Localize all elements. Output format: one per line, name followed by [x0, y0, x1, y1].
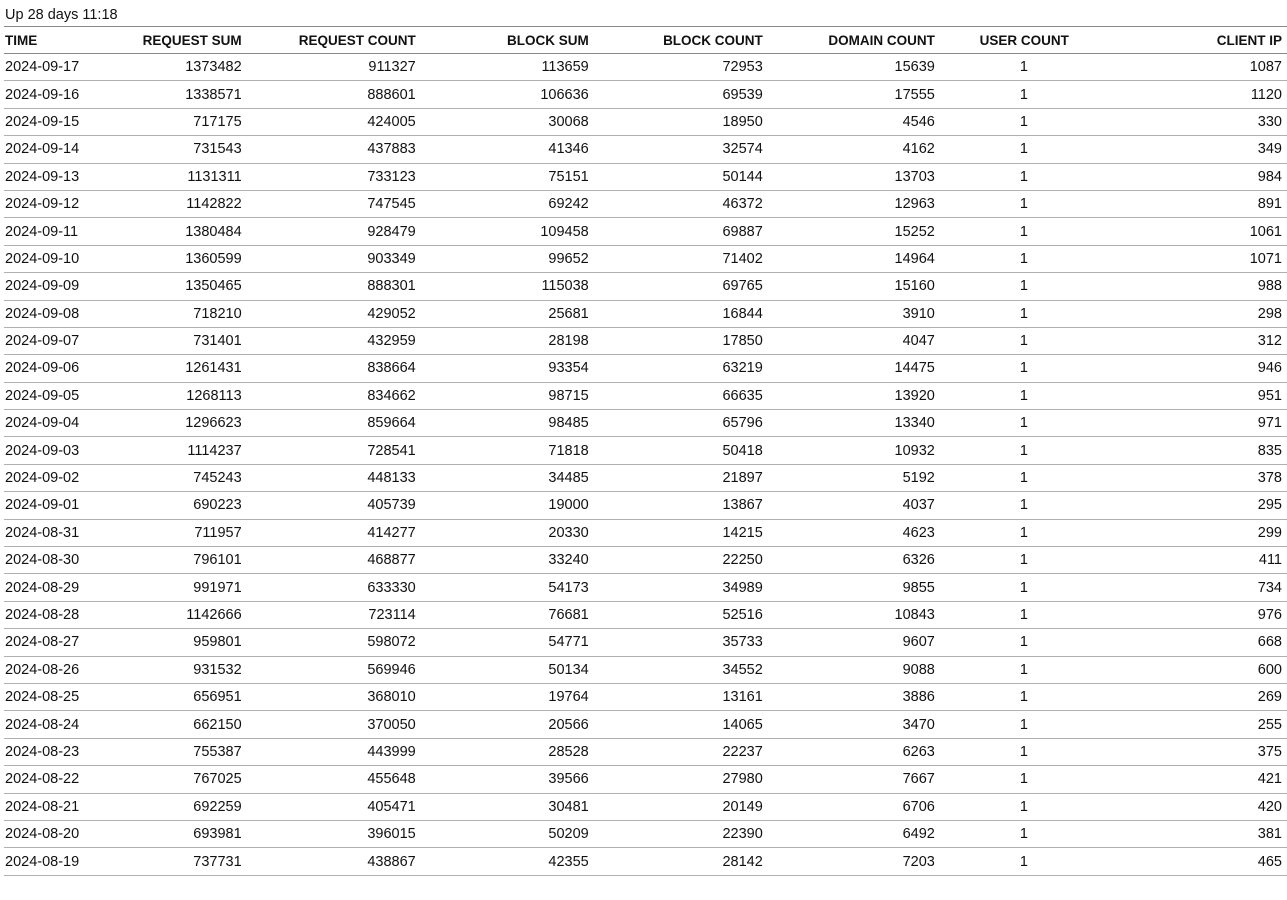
user-count-cell: 1	[940, 355, 1109, 382]
request-count-cell: 370050	[247, 711, 421, 738]
block-sum-cell: 20330	[421, 519, 594, 546]
request-count-cell: 903349	[247, 245, 421, 272]
time-cell: 2024-09-09	[4, 273, 127, 300]
domain-count-cell: 14964	[768, 245, 940, 272]
block-count-cell: 22237	[594, 738, 768, 765]
client-ip-cell: 971	[1109, 410, 1287, 437]
table-row	[4, 355, 1287, 382]
table-row	[4, 273, 1287, 300]
column-header-user-count: USER COUNT	[940, 27, 1109, 54]
client-ip-cell: 1120	[1109, 81, 1287, 108]
request-count-cell: 424005	[247, 108, 421, 135]
time-cell: 2024-09-06	[4, 355, 127, 382]
request-count-cell: 733123	[247, 163, 421, 190]
domain-count-cell: 13920	[768, 382, 940, 409]
domain-count-cell: 9088	[768, 656, 940, 683]
client-ip-cell: 299	[1109, 519, 1287, 546]
request-sum-cell: 1350465	[127, 273, 247, 300]
client-ip-cell: 1087	[1109, 54, 1287, 81]
request-sum-cell: 693981	[127, 820, 247, 847]
client-ip-cell: 420	[1109, 793, 1287, 820]
block-sum-cell: 69242	[421, 190, 594, 217]
column-header-domain-count: DOMAIN COUNT	[768, 27, 940, 54]
user-count-cell: 1	[940, 793, 1109, 820]
user-count-cell: 1	[940, 547, 1109, 574]
request-sum-cell: 737731	[127, 848, 247, 875]
block-count-cell: 14215	[594, 519, 768, 546]
block-count-cell: 28142	[594, 848, 768, 875]
table-row	[4, 629, 1287, 656]
table-row	[4, 574, 1287, 601]
block-count-cell: 52516	[594, 601, 768, 628]
block-count-cell: 22250	[594, 547, 768, 574]
table-row	[4, 793, 1287, 820]
user-count-cell: 1	[940, 848, 1109, 875]
block-sum-cell: 30068	[421, 108, 594, 135]
client-ip-cell: 255	[1109, 711, 1287, 738]
block-sum-cell: 75151	[421, 163, 594, 190]
client-ip-cell: 600	[1109, 656, 1287, 683]
client-ip-cell: 421	[1109, 766, 1287, 793]
table-row	[4, 656, 1287, 683]
block-count-cell: 50418	[594, 437, 768, 464]
client-ip-cell: 312	[1109, 327, 1287, 354]
block-sum-cell: 28198	[421, 327, 594, 354]
block-sum-cell: 71818	[421, 437, 594, 464]
domain-count-cell: 6492	[768, 820, 940, 847]
table-row	[4, 848, 1287, 875]
request-count-cell: 368010	[247, 683, 421, 710]
request-count-cell: 432959	[247, 327, 421, 354]
time-cell: 2024-09-12	[4, 190, 127, 217]
domain-count-cell: 4546	[768, 108, 940, 135]
table-row	[4, 464, 1287, 491]
request-count-cell: 448133	[247, 464, 421, 491]
request-sum-cell: 1338571	[127, 81, 247, 108]
block-count-cell: 22390	[594, 820, 768, 847]
request-sum-cell: 717175	[127, 108, 247, 135]
request-count-cell: 728541	[247, 437, 421, 464]
block-sum-cell: 33240	[421, 547, 594, 574]
block-sum-cell: 42355	[421, 848, 594, 875]
block-count-cell: 50144	[594, 163, 768, 190]
request-count-cell: 911327	[247, 54, 421, 81]
user-count-cell: 1	[940, 136, 1109, 163]
time-cell: 2024-09-03	[4, 437, 127, 464]
block-sum-cell: 76681	[421, 601, 594, 628]
request-count-cell: 405739	[247, 492, 421, 519]
block-count-cell: 63219	[594, 355, 768, 382]
time-cell: 2024-09-04	[4, 410, 127, 437]
request-sum-cell: 745243	[127, 464, 247, 491]
request-count-cell: 455648	[247, 766, 421, 793]
table-row	[4, 519, 1287, 546]
block-count-cell: 69539	[594, 81, 768, 108]
user-count-cell: 1	[940, 108, 1109, 135]
table-row	[4, 738, 1287, 765]
user-count-cell: 1	[940, 245, 1109, 272]
table-row	[4, 711, 1287, 738]
request-sum-cell: 711957	[127, 519, 247, 546]
time-cell: 2024-09-11	[4, 218, 127, 245]
domain-count-cell: 14475	[768, 355, 940, 382]
domain-count-cell: 13340	[768, 410, 940, 437]
block-count-cell: 69887	[594, 218, 768, 245]
domain-count-cell: 7203	[768, 848, 940, 875]
domain-count-cell: 5192	[768, 464, 940, 491]
block-count-cell: 69765	[594, 273, 768, 300]
request-sum-cell: 755387	[127, 738, 247, 765]
user-count-cell: 1	[940, 464, 1109, 491]
block-sum-cell: 99652	[421, 245, 594, 272]
request-sum-cell: 692259	[127, 793, 247, 820]
request-sum-cell: 959801	[127, 629, 247, 656]
block-count-cell: 65796	[594, 410, 768, 437]
domain-count-cell: 17555	[768, 81, 940, 108]
client-ip-cell: 269	[1109, 683, 1287, 710]
domain-count-cell: 6263	[768, 738, 940, 765]
client-ip-cell: 734	[1109, 574, 1287, 601]
request-count-cell: 723114	[247, 601, 421, 628]
domain-count-cell: 6326	[768, 547, 940, 574]
user-count-cell: 1	[940, 437, 1109, 464]
table-row	[4, 683, 1287, 710]
time-cell: 2024-09-01	[4, 492, 127, 519]
request-sum-cell: 1296623	[127, 410, 247, 437]
user-count-cell: 1	[940, 601, 1109, 628]
request-count-cell: 414277	[247, 519, 421, 546]
request-count-cell: 747545	[247, 190, 421, 217]
domain-count-cell: 10843	[768, 601, 940, 628]
block-count-cell: 21897	[594, 464, 768, 491]
user-count-cell: 1	[940, 218, 1109, 245]
block-count-cell: 46372	[594, 190, 768, 217]
block-sum-cell: 50134	[421, 656, 594, 683]
request-count-cell: 859664	[247, 410, 421, 437]
table-header-row	[4, 27, 1287, 54]
request-sum-cell: 1268113	[127, 382, 247, 409]
time-cell: 2024-08-19	[4, 848, 127, 875]
domain-count-cell: 9607	[768, 629, 940, 656]
block-count-cell: 27980	[594, 766, 768, 793]
domain-count-cell: 15160	[768, 273, 940, 300]
block-sum-cell: 113659	[421, 54, 594, 81]
block-sum-cell: 28528	[421, 738, 594, 765]
request-count-cell: 569946	[247, 656, 421, 683]
block-count-cell: 18950	[594, 108, 768, 135]
time-cell: 2024-09-15	[4, 108, 127, 135]
request-sum-cell: 718210	[127, 300, 247, 327]
time-cell: 2024-08-30	[4, 547, 127, 574]
time-cell: 2024-09-16	[4, 81, 127, 108]
user-count-cell: 1	[940, 54, 1109, 81]
table-row	[4, 300, 1287, 327]
client-ip-cell: 1071	[1109, 245, 1287, 272]
request-sum-cell: 931532	[127, 656, 247, 683]
request-count-cell: 438867	[247, 848, 421, 875]
client-ip-cell: 298	[1109, 300, 1287, 327]
client-ip-cell: 375	[1109, 738, 1287, 765]
domain-count-cell: 15252	[768, 218, 940, 245]
table-row	[4, 410, 1287, 437]
domain-count-cell: 4037	[768, 492, 940, 519]
block-sum-cell: 93354	[421, 355, 594, 382]
domain-count-cell: 6706	[768, 793, 940, 820]
request-count-cell: 838664	[247, 355, 421, 382]
time-cell: 2024-09-07	[4, 327, 127, 354]
table-row	[4, 190, 1287, 217]
request-count-cell: 834662	[247, 382, 421, 409]
request-count-cell: 396015	[247, 820, 421, 847]
user-count-cell: 1	[940, 656, 1109, 683]
client-ip-cell: 411	[1109, 547, 1287, 574]
request-sum-cell: 731543	[127, 136, 247, 163]
time-cell: 2024-08-31	[4, 519, 127, 546]
domain-count-cell: 7667	[768, 766, 940, 793]
column-header-block-sum: BLOCK SUM	[421, 27, 594, 54]
request-count-cell: 468877	[247, 547, 421, 574]
client-ip-cell: 381	[1109, 820, 1287, 847]
client-ip-cell: 330	[1109, 108, 1287, 135]
block-count-cell: 17850	[594, 327, 768, 354]
client-ip-cell: 295	[1109, 492, 1287, 519]
block-sum-cell: 19000	[421, 492, 594, 519]
table-row	[4, 437, 1287, 464]
request-sum-cell: 1380484	[127, 218, 247, 245]
block-sum-cell: 98715	[421, 382, 594, 409]
user-count-cell: 1	[940, 711, 1109, 738]
domain-count-cell: 4623	[768, 519, 940, 546]
column-header-client-ip: CLIENT IP	[1109, 27, 1287, 54]
table-row	[4, 820, 1287, 847]
block-count-cell: 13161	[594, 683, 768, 710]
client-ip-cell: 984	[1109, 163, 1287, 190]
request-count-cell: 888301	[247, 273, 421, 300]
block-count-cell: 16844	[594, 300, 768, 327]
client-ip-cell: 668	[1109, 629, 1287, 656]
block-sum-cell: 20566	[421, 711, 594, 738]
domain-count-cell: 3886	[768, 683, 940, 710]
block-count-cell: 13867	[594, 492, 768, 519]
table-row	[4, 492, 1287, 519]
request-count-cell: 598072	[247, 629, 421, 656]
block-sum-cell: 39566	[421, 766, 594, 793]
block-sum-cell: 54771	[421, 629, 594, 656]
request-count-cell: 888601	[247, 81, 421, 108]
block-sum-cell: 54173	[421, 574, 594, 601]
time-cell: 2024-08-22	[4, 766, 127, 793]
domain-count-cell: 15639	[768, 54, 940, 81]
block-count-cell: 34552	[594, 656, 768, 683]
client-ip-cell: 349	[1109, 136, 1287, 163]
block-count-cell: 35733	[594, 629, 768, 656]
table-row	[4, 382, 1287, 409]
request-sum-cell: 767025	[127, 766, 247, 793]
table-row	[4, 245, 1287, 272]
domain-count-cell: 10932	[768, 437, 940, 464]
domain-count-cell: 4162	[768, 136, 940, 163]
column-header-time: TIME	[4, 27, 127, 54]
client-ip-cell: 951	[1109, 382, 1287, 409]
time-cell: 2024-08-26	[4, 656, 127, 683]
request-count-cell: 437883	[247, 136, 421, 163]
table-row	[4, 163, 1287, 190]
block-count-cell: 71402	[594, 245, 768, 272]
request-sum-cell: 1142666	[127, 601, 247, 628]
user-count-cell: 1	[940, 820, 1109, 847]
block-sum-cell: 41346	[421, 136, 594, 163]
table-row	[4, 136, 1287, 163]
time-cell: 2024-09-08	[4, 300, 127, 327]
client-ip-cell: 835	[1109, 437, 1287, 464]
time-cell: 2024-08-29	[4, 574, 127, 601]
user-count-cell: 1	[940, 492, 1109, 519]
time-cell: 2024-08-24	[4, 711, 127, 738]
request-count-cell: 633330	[247, 574, 421, 601]
user-count-cell: 1	[940, 81, 1109, 108]
request-sum-cell: 1131311	[127, 163, 247, 190]
user-count-cell: 1	[940, 574, 1109, 601]
user-count-cell: 1	[940, 683, 1109, 710]
user-count-cell: 1	[940, 629, 1109, 656]
uptime-status: Up 28 days 11:18	[5, 7, 118, 23]
time-cell: 2024-09-10	[4, 245, 127, 272]
block-sum-cell: 106636	[421, 81, 594, 108]
user-count-cell: 1	[940, 766, 1109, 793]
time-cell: 2024-08-21	[4, 793, 127, 820]
domain-count-cell: 12963	[768, 190, 940, 217]
request-sum-cell: 1261431	[127, 355, 247, 382]
time-cell: 2024-08-27	[4, 629, 127, 656]
request-count-cell: 405471	[247, 793, 421, 820]
time-cell: 2024-08-20	[4, 820, 127, 847]
request-sum-cell: 662150	[127, 711, 247, 738]
table-row	[4, 327, 1287, 354]
table-row	[4, 601, 1287, 628]
time-cell: 2024-08-28	[4, 601, 127, 628]
client-ip-cell: 465	[1109, 848, 1287, 875]
domain-count-cell: 3910	[768, 300, 940, 327]
domain-count-cell: 9855	[768, 574, 940, 601]
request-sum-cell: 1360599	[127, 245, 247, 272]
request-sum-cell: 1373482	[127, 54, 247, 81]
time-cell: 2024-09-02	[4, 464, 127, 491]
block-sum-cell: 98485	[421, 410, 594, 437]
time-cell: 2024-09-17	[4, 54, 127, 81]
request-count-cell: 443999	[247, 738, 421, 765]
user-count-cell: 1	[940, 738, 1109, 765]
request-count-cell: 928479	[247, 218, 421, 245]
user-count-cell: 1	[940, 300, 1109, 327]
time-cell: 2024-09-14	[4, 136, 127, 163]
request-sum-cell: 1142822	[127, 190, 247, 217]
block-count-cell: 20149	[594, 793, 768, 820]
block-sum-cell: 25681	[421, 300, 594, 327]
block-count-cell: 72953	[594, 54, 768, 81]
column-header-request-sum: REQUEST SUM	[127, 27, 247, 54]
table-row	[4, 218, 1287, 245]
request-sum-cell: 796101	[127, 547, 247, 574]
client-ip-cell: 378	[1109, 464, 1287, 491]
client-ip-cell: 891	[1109, 190, 1287, 217]
column-header-block-count: BLOCK COUNT	[594, 27, 768, 54]
block-count-cell: 14065	[594, 711, 768, 738]
column-header-request-count: REQUEST COUNT	[247, 27, 421, 54]
block-count-cell: 32574	[594, 136, 768, 163]
domain-count-cell: 3470	[768, 711, 940, 738]
client-ip-cell: 1061	[1109, 218, 1287, 245]
request-sum-cell: 690223	[127, 492, 247, 519]
user-count-cell: 1	[940, 327, 1109, 354]
user-count-cell: 1	[940, 273, 1109, 300]
block-sum-cell: 19764	[421, 683, 594, 710]
domain-count-cell: 13703	[768, 163, 940, 190]
request-sum-cell: 656951	[127, 683, 247, 710]
table-row	[4, 81, 1287, 108]
user-count-cell: 1	[940, 410, 1109, 437]
request-sum-cell: 731401	[127, 327, 247, 354]
user-count-cell: 1	[940, 382, 1109, 409]
table-row	[4, 108, 1287, 135]
time-cell: 2024-08-23	[4, 738, 127, 765]
user-count-cell: 1	[940, 163, 1109, 190]
block-sum-cell: 34485	[421, 464, 594, 491]
time-cell: 2024-09-13	[4, 163, 127, 190]
block-sum-cell: 115038	[421, 273, 594, 300]
request-count-cell: 429052	[247, 300, 421, 327]
domain-count-cell: 4047	[768, 327, 940, 354]
client-ip-cell: 946	[1109, 355, 1287, 382]
client-ip-cell: 988	[1109, 273, 1287, 300]
table-row	[4, 54, 1287, 81]
table-row	[4, 547, 1287, 574]
block-sum-cell: 30481	[421, 793, 594, 820]
time-cell: 2024-08-25	[4, 683, 127, 710]
block-count-cell: 34989	[594, 574, 768, 601]
request-sum-cell: 1114237	[127, 437, 247, 464]
block-count-cell: 66635	[594, 382, 768, 409]
block-sum-cell: 50209	[421, 820, 594, 847]
user-count-cell: 1	[940, 519, 1109, 546]
user-count-cell: 1	[940, 190, 1109, 217]
stats-table	[4, 26, 1287, 876]
client-ip-cell: 976	[1109, 601, 1287, 628]
block-sum-cell: 109458	[421, 218, 594, 245]
time-cell: 2024-09-05	[4, 382, 127, 409]
request-sum-cell: 991971	[127, 574, 247, 601]
table-row	[4, 766, 1287, 793]
